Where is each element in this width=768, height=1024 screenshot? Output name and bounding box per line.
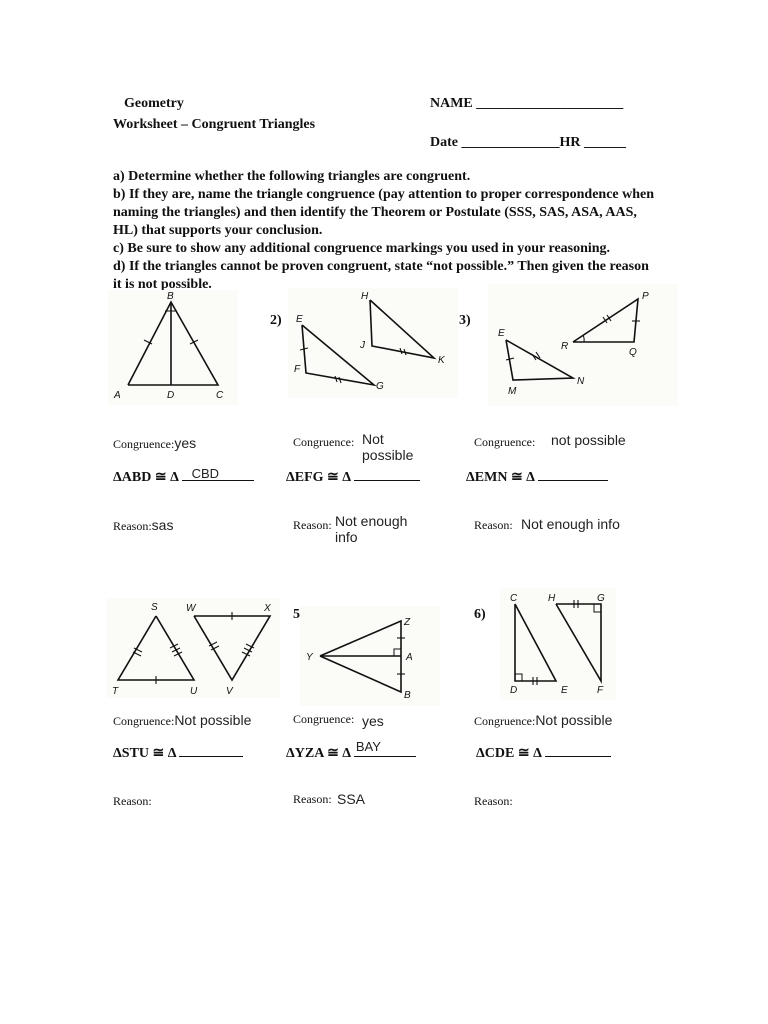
reason-label: Reason: xyxy=(113,519,152,533)
problem-2-number: 2) xyxy=(270,313,282,328)
congruence-label: Congruence: xyxy=(113,714,175,728)
answer-blank xyxy=(182,466,254,481)
vertex-label: D xyxy=(510,685,518,696)
problem-1-diagram xyxy=(108,290,238,405)
problem-4-statement xyxy=(113,742,243,762)
vertex-label: F xyxy=(597,685,604,696)
vertex-label: A xyxy=(406,652,413,663)
vertex-label: A xyxy=(114,390,121,401)
vertex-label: G xyxy=(376,381,384,392)
reason-answer: SSA xyxy=(337,791,366,807)
reason-label: Reason: xyxy=(474,518,513,532)
vertex-label: F xyxy=(294,364,301,375)
problem-6-number: 6) xyxy=(474,607,486,622)
reason-label: Reason: xyxy=(293,792,332,806)
reason-label: Reason: xyxy=(113,794,152,808)
instruction-d: d) If the triangles cannot be proven congruent, state “not possible.” Then given the reason it is not possible. xyxy=(113,259,649,292)
instruction-c: c) Be sure to show any additional congruence markings you used in your reasoning. xyxy=(113,241,611,256)
vertex-label: C xyxy=(216,390,224,401)
vertex-label: G xyxy=(597,593,605,604)
problem-1-number: 1) xyxy=(113,313,125,328)
problem-3-reason xyxy=(474,518,513,533)
congruence-answer: not possible xyxy=(551,432,626,448)
vertex-label: B xyxy=(404,690,411,701)
vertex-label: H xyxy=(361,291,369,302)
problem-6-congruence xyxy=(474,712,612,729)
problem-1-reason xyxy=(113,517,173,534)
vertex-label: Z xyxy=(404,617,411,628)
congruence-statement: ΔSTU ≅ Δ xyxy=(113,746,176,761)
answer-blank xyxy=(538,466,608,481)
reason-label: Reason: xyxy=(293,518,332,532)
problem-4-number: 4) xyxy=(113,607,125,622)
congruence-label: Congruence: xyxy=(293,435,355,449)
vertex-label: R xyxy=(561,341,569,352)
problem-4-reason xyxy=(113,792,152,809)
reason-answer: Not enough info xyxy=(521,516,620,532)
vertex-label: Y xyxy=(306,652,313,663)
congruence-label: Congruence: xyxy=(474,714,536,728)
instructions xyxy=(113,168,658,294)
problem-3-number: 3) xyxy=(459,313,471,328)
vertex-label: E xyxy=(296,314,303,325)
problem-6-diagram xyxy=(500,588,616,700)
vertex-label: N xyxy=(577,376,585,387)
problem-6-statement xyxy=(476,742,611,762)
answer-blank xyxy=(545,742,611,757)
problem-2-diagram xyxy=(288,288,458,398)
vertex-label: E xyxy=(561,685,568,696)
vertex-label: P xyxy=(642,291,649,302)
problem-3-congruence xyxy=(474,435,535,450)
vertex-label: U xyxy=(190,686,198,697)
statement-answer: CBD xyxy=(191,466,220,481)
vertex-label: B xyxy=(167,291,174,302)
congruence-label: Congruence: xyxy=(474,435,536,449)
problem-6-reason xyxy=(474,792,513,809)
problem-5-diagram xyxy=(300,606,440,706)
vertex-label: W xyxy=(186,603,196,614)
date-hr-field: Date ______________HR ______ xyxy=(430,135,626,150)
problem-1-congruence xyxy=(113,435,196,452)
problem-2-congruence xyxy=(293,435,354,450)
instruction-b: b) If they are, name the triangle congruence (pay attention to proper correspondence when naming the triangles) and then identify the Theorem or Postulate (SSS, SAS, ASA, AAS, HL) that supports your conclusion. xyxy=(113,187,655,238)
congruence-statement: ΔABD ≅ Δ xyxy=(113,470,179,485)
problem-2-statement xyxy=(286,466,420,486)
vertex-label: S xyxy=(151,602,158,613)
course-title: Geometry xyxy=(124,96,184,111)
congruence-statement: ΔEFG ≅ Δ xyxy=(286,470,351,485)
answer-blank xyxy=(179,742,243,757)
vertex-label: J xyxy=(360,340,365,351)
worksheet-title: Worksheet – Congruent Triangles xyxy=(113,117,316,132)
vertex-label: C xyxy=(510,593,518,604)
problem-3-statement xyxy=(466,466,608,486)
answer-blank xyxy=(354,739,416,757)
vertex-label: T xyxy=(112,686,119,697)
vertex-label: H xyxy=(548,593,556,604)
congruence-answer: yes xyxy=(362,713,384,729)
congruence-statement: ΔEMN ≅ Δ xyxy=(466,470,535,485)
answer-blank xyxy=(354,466,420,481)
reason-answer: sas xyxy=(151,517,174,533)
problem-3-diagram xyxy=(488,284,678,406)
congruence-statement: ΔYZA ≅ Δ xyxy=(286,746,351,761)
problem-4-diagram xyxy=(106,598,280,698)
congruence-answer: Not possible xyxy=(174,712,252,728)
congruence-answer: yes xyxy=(174,435,197,451)
congruence-answer: Not possible xyxy=(535,712,613,728)
vertex-label: X xyxy=(264,603,271,614)
vertex-label: D xyxy=(167,390,175,401)
vertex-label: V xyxy=(226,686,233,697)
problem-1-statement xyxy=(113,466,254,486)
congruence-statement: ΔCDE ≅ Δ xyxy=(476,746,542,761)
problem-4-congruence xyxy=(113,712,251,729)
reason-answer: Not enough info xyxy=(335,513,408,545)
statement-answer: BAY xyxy=(355,739,381,754)
vertex-label: E xyxy=(498,328,505,339)
vertex-label: K xyxy=(438,355,445,366)
vertex-label: Q xyxy=(629,347,637,358)
problem-5-congruence xyxy=(293,712,354,727)
problem-5-reason xyxy=(293,792,332,807)
congruence-label: Congruence: xyxy=(293,712,355,726)
problem-5-number: 5) xyxy=(293,607,305,622)
vertex-label: M xyxy=(508,386,517,397)
congruence-answer: Not possible xyxy=(362,431,414,463)
instruction-a: a) Determine whether the following triangles are congruent. xyxy=(113,169,471,184)
problem-2-reason xyxy=(293,518,332,533)
problem-5-statement xyxy=(286,739,416,762)
name-field: NAME _____________________ xyxy=(430,96,624,111)
congruence-label: Congruence: xyxy=(113,437,175,451)
reason-label: Reason: xyxy=(474,794,513,808)
